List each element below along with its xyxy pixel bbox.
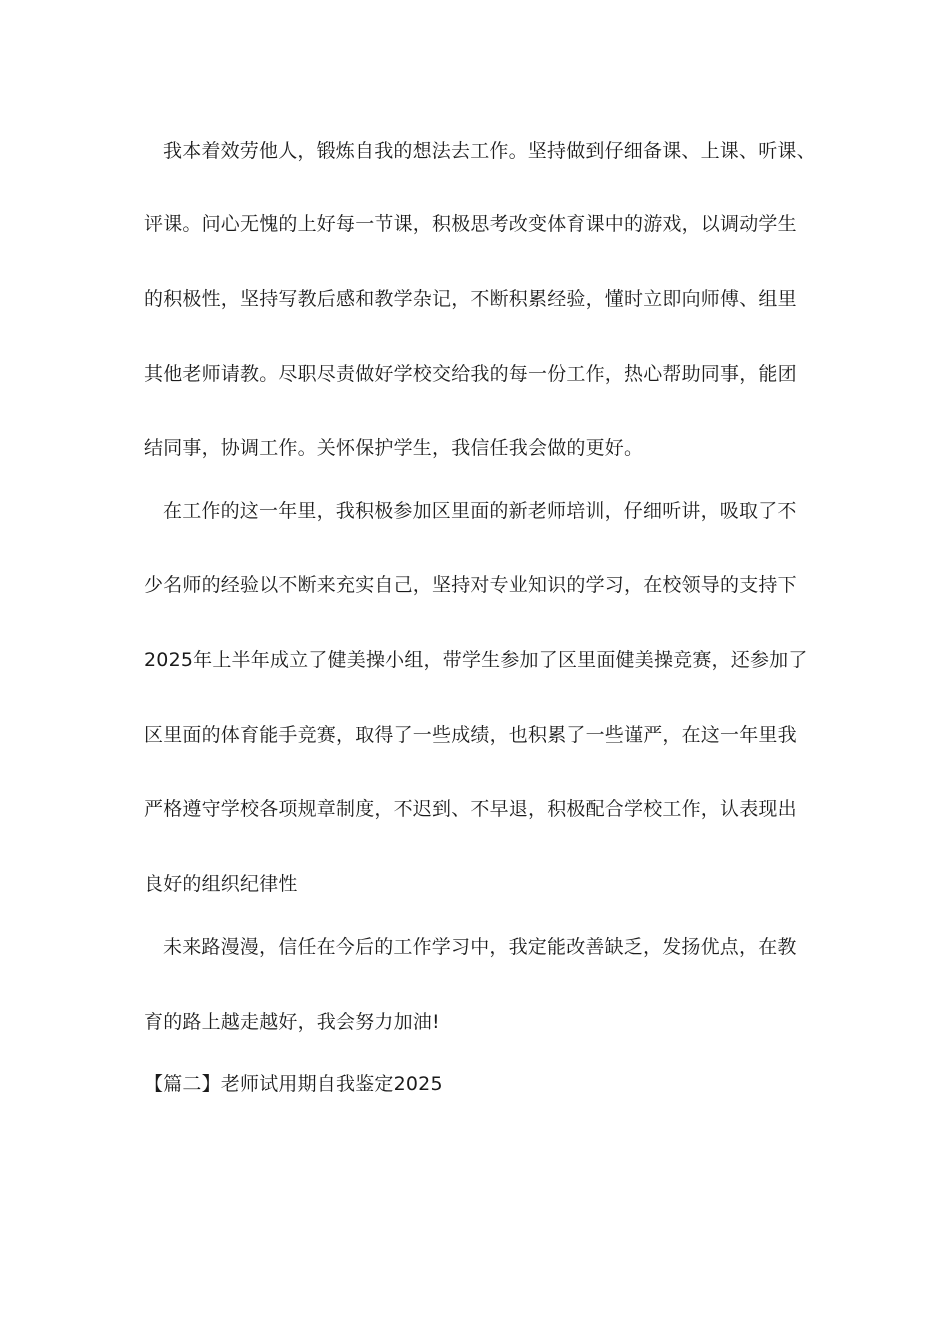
paragraph-1-line-4: 其他老师请教。尽职尽责做好学校交给我的每一份工作，热心帮助同事，能团 (144, 363, 797, 385)
paragraph-2-line-1: 在工作的这一年里，我积极参加区里面的新老师培训，仔细听讲，吸取了不 (163, 500, 797, 522)
paragraph-2-line-3: 2025年上半年成立了健美操小组，带学生参加了区里面健美操竞赛，还参加了 (144, 649, 808, 671)
section-heading: 【篇二】老师试用期自我鉴定2025 (144, 1073, 443, 1095)
paragraph-2-line-2: 少名师的经验以不断来充实自己，坚持对专业知识的学习，在校领导的支持下 (144, 574, 797, 596)
paragraph-1-line-3: 的积极性，坚持写教后感和教学杂记，不断积累经验，懂时立即向师傅、组里 (144, 288, 797, 310)
paragraph-1-line-1: 我本着效劳他人，锻炼自我的想法去工作。坚持做到仔细备课、上课、听课、 (163, 140, 816, 162)
paragraph-2-line-6: 良好的组织纪律性 (144, 873, 298, 895)
paragraph-1-line-2: 评课。问心无愧的上好每一节课，积极思考改变体育课中的游戏，以调动学生 (144, 213, 797, 235)
paragraph-3-line-2: 育的路上越走越好，我会努力加油! (144, 1011, 440, 1033)
paragraph-3-line-1: 未来路漫漫，信任在今后的工作学习中，我定能改善缺乏，发扬优点，在教 (163, 936, 797, 958)
paragraph-2-line-4: 区里面的体育能手竞赛，取得了一些成绩，也积累了一些谨严，在这一年里我 (144, 724, 797, 746)
paragraph-2-line-5: 严格遵守学校各项规章制度，不迟到、不早退，积极配合学校工作，认表现出 (144, 798, 797, 820)
paragraph-1-line-5: 结同事，协调工作。关怀保护学生，我信任我会做的更好。 (144, 437, 644, 459)
